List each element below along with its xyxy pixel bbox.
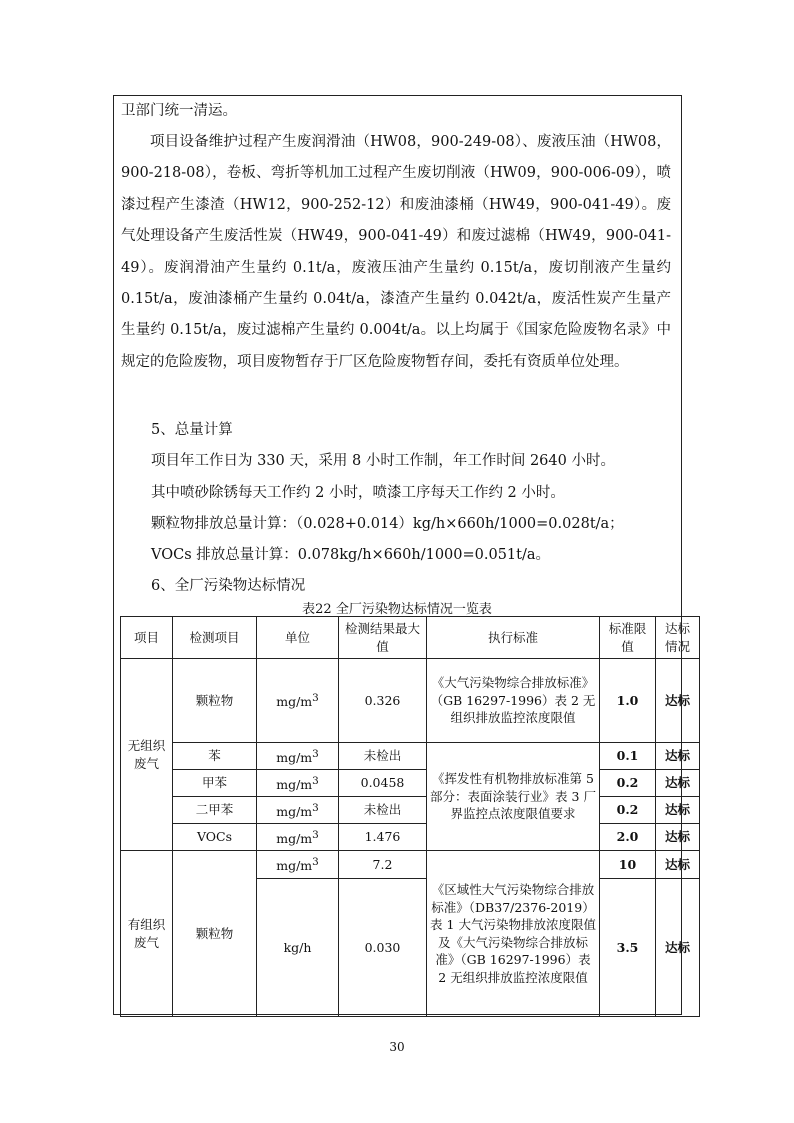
cell-limit: 10: [600, 851, 656, 879]
heading-compliance: 6、全厂污染物达标情况: [151, 578, 306, 594]
cell-unit: $mg/m^3$: [257, 770, 339, 797]
cell-standard: 《大气污染物综合排放标准》（GB 16297-1996）表 2 无组织排放监控浓度限值: [427, 659, 600, 743]
group-fugitive-gas: 无组织废气: [121, 659, 173, 851]
cell-unit: $mg/m^3$: [257, 743, 339, 770]
cell-result: 未检出: [339, 743, 427, 770]
header-standard: 执行标准: [427, 617, 600, 659]
cell-limit: 0.2: [600, 797, 656, 824]
table-row: [121, 770, 700, 797]
cell-result: 0.0458: [339, 770, 427, 797]
cell-status: 达标: [656, 743, 700, 770]
cell-status: 达标: [656, 824, 700, 851]
text-operation-hours: 其中喷砂除锈每天工作约 2 小时，喷漆工序每天工作约 2 小时。: [151, 485, 565, 501]
cell-unit: $mg/m^3$: [257, 797, 339, 824]
cell-limit: 2.0: [600, 824, 656, 851]
table-caption: 表22 全厂污染物达标情况一览表: [302, 602, 492, 617]
cell-limit: 3.5: [600, 879, 656, 1017]
heading-total-calc: 5、总量计算: [151, 422, 233, 438]
cell-status: 达标: [656, 659, 700, 743]
cell-unit: $mg/m^3$: [257, 659, 339, 743]
cell-item: 颗粒物: [173, 659, 257, 743]
header-unit: 单位: [257, 617, 339, 659]
group-stack-gas: 有组织废气: [121, 851, 173, 1017]
cell-result: 0.030: [339, 879, 427, 1017]
table-row: [121, 659, 700, 743]
paragraph-continuation: 卫部门统一清运。: [121, 103, 237, 119]
cell-item: VOCs: [173, 824, 257, 851]
cell-limit: 0.1: [600, 743, 656, 770]
table-row: [121, 797, 700, 824]
header-limit: 标准限值: [600, 617, 656, 659]
cell-result: 7.2: [339, 851, 427, 879]
header-max-result: 检测结果最大值: [339, 617, 427, 659]
header-test-item: 检测项目: [173, 617, 257, 659]
cell-unit: $mg/m^3$: [257, 824, 339, 851]
cell-item: 甲苯: [173, 770, 257, 797]
cell-item: 颗粒物: [173, 851, 257, 1017]
cell-status: 达标: [656, 879, 700, 1017]
header-project: 项目: [121, 617, 173, 659]
table-row: [121, 851, 700, 879]
table-row: [121, 743, 700, 770]
table-row: [121, 824, 700, 851]
cell-item: 苯: [173, 743, 257, 770]
cell-result: 未检出: [339, 797, 427, 824]
cell-result: 1.476: [339, 824, 427, 851]
pollutant-compliance-table: [120, 616, 700, 1017]
cell-result: 0.326: [339, 659, 427, 743]
text-particulate-total: 颗粒物排放总量计算：（0.028+0.014）kg/h×660h/1000=0.028t/a；: [151, 516, 624, 532]
cell-unit: kg/h: [257, 879, 339, 1017]
cell-standard: 《挥发性有机物排放标准第 5 部分：表面涂装行业》表 3 厂界监控点浓度限值要求: [427, 743, 600, 851]
header-status: 达标情况: [656, 617, 700, 659]
cell-standard: 《区域性大气污染物综合排放标准》（DB37/2376-2019）表 1 大气污染物排放浓度限值及《大气污染物综合排放标准》（GB 16297-1996）表 2 无组织排放监控浓度限值: [427, 851, 600, 1017]
text-working-hours: 项目年工作日为 330 天，采用 8 小时工作制，年工作时间 2640 小时。: [151, 453, 615, 469]
cell-limit: 1.0: [600, 659, 656, 743]
text-vocs-total: VOCs 排放总量计算：0.078kg/h×660h/1000=0.051t/a。: [151, 547, 551, 563]
cell-status: 达标: [656, 797, 700, 824]
cell-item: 二甲苯: [173, 797, 257, 824]
cell-limit: 0.2: [600, 770, 656, 797]
paragraph-hazardous-waste: 项目设备维护过程产生废润滑油（HW08，900-249-08）、废液压油（HW08，900-218-08），卷板、弯折等机加工过程产生废切削液（HW09，900-006-09），喷漆过程产生漆渣（HW12，900-252-12）和废油漆桶（HW49，900-041-49）。废气处理设备产生废活性炭（HW49，900-041-49）和废过滤棉（HW49，900-041-49）。废润滑油产生量约 0.1t/a，废液压油产生量约 0.15t/a，废切削液产生量约 0.15t/a，废油漆桶产生量约 0.04t/a，漆渣产生量约 0.042t/a，废活性炭产生量产生量约 0.15t/a，废过滤棉产生量约 0.004t/a。以上均属于《国家危险废物名录》中规定的危险废物，项目废物暂存于厂区危险废物暂存间，委托有资质单位处理。: [121, 134, 671, 370]
cell-status: 达标: [656, 770, 700, 797]
page-number: 30: [389, 1040, 405, 1054]
table-header-row: [121, 617, 700, 659]
cell-unit: $mg/m^3$: [257, 851, 339, 879]
cell-status: 达标: [656, 851, 700, 879]
